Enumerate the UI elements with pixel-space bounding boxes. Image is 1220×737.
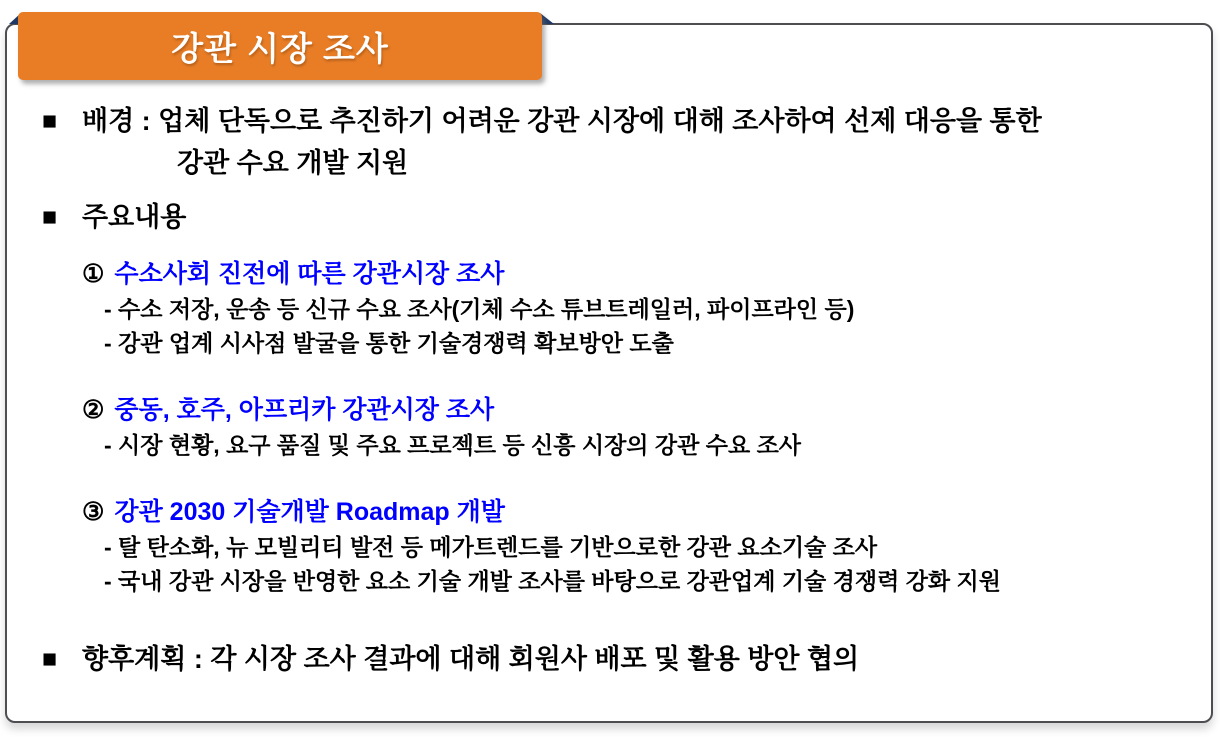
- background-line1: 배경 : 업체 단독으로 추진하기 어려운 강관 시장에 대해 조사하여 선제 대응을 통한: [82, 106, 1042, 136]
- main-item-3-heading: [82, 494, 1187, 530]
- main-section-title: 주요내용: [82, 202, 187, 232]
- main-item-1-bullet-2: - 강관 업계 시사점 발굴을 통한 기술경쟁력 확보방안 도출: [104, 330, 674, 356]
- square-bullet-icon: ■: [42, 107, 58, 135]
- background-text: [82, 100, 1042, 184]
- circled-number-1-icon: ①: [82, 260, 105, 288]
- main-item-2-title: 중동, 호주, 아프리카 강관시장 조사: [114, 396, 495, 424]
- main-item-1-bullet-1: - 수소 저장, 운송 등 신규 수요 조사(기체 수소 튜브트레일러, 파이프라인 등): [104, 296, 855, 322]
- background-section: [42, 100, 1187, 184]
- main-item-1: [82, 256, 1187, 360]
- main-section-heading: [42, 196, 1187, 238]
- background-line2: 강관 수요 개발 지원: [177, 148, 409, 178]
- main-item-2-bullet-1: - 시장 현황, 요구 품질 및 주요 프로젝트 등 신흥 시장의 강관 수요 조사: [104, 432, 802, 458]
- slide-content: [7, 100, 1207, 680]
- main-item-1-heading: [82, 256, 1187, 292]
- main-item-3-bullet-1: - 탈 탄소화, 뉴 모빌리티 발전 등 메가트렌드를 기반으로한 강관 요소기술 조사: [104, 534, 878, 560]
- main-item-1-title: 수소사회 진전에 따른 강관시장 조사: [114, 260, 505, 288]
- future-plan-line: 향후계획 : 각 시장 조사 결과에 대해 회원사 배포 및 활용 방안 협의: [82, 644, 860, 674]
- main-item-3-bullet-2: - 국내 강관 시장을 반영한 요소 기술 개발 조사를 바탕으로 강관업계 기술 경쟁력 강화 지원: [104, 568, 1001, 594]
- main-item-2-heading: [82, 392, 1187, 428]
- square-bullet-icon: ■: [42, 645, 58, 673]
- main-item-3: [82, 494, 1187, 598]
- title-banner: [18, 12, 542, 80]
- square-bullet-icon: ■: [42, 203, 58, 231]
- main-item-3-title: 강관 2030 기술개발 Roadmap 개발: [114, 498, 505, 526]
- circled-number-3-icon: ③: [82, 498, 105, 526]
- slide-title: 강관 시장 조사: [171, 29, 389, 67]
- circled-number-2-icon: ②: [82, 396, 105, 424]
- future-plan-section: [42, 638, 1187, 680]
- main-item-2: [82, 392, 1187, 462]
